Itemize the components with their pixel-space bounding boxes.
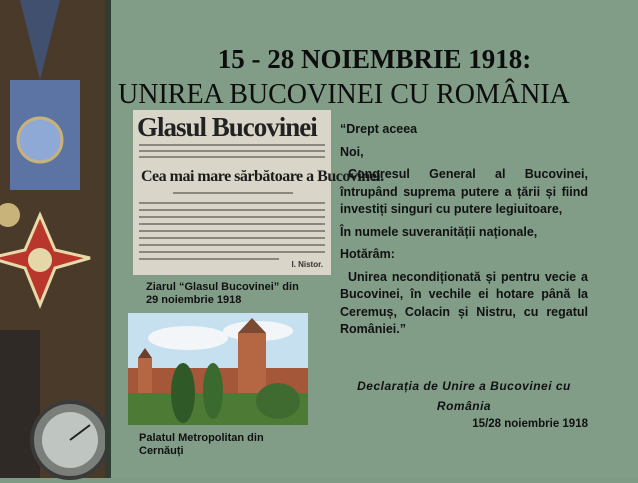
newspaper-headline: Cea mai mare sărbătoare a Bucovinei. [141,168,384,185]
palace-photo [128,313,308,425]
quote-paragraph: Noi, [340,144,364,159]
quote-paragraph: Hotărâm: [340,247,395,261]
newspaper-caption-line-2: 29 noiembrie 1918 [146,294,242,306]
newspaper-caption [146,281,299,307]
palace-caption-line-1: Palatul Metropolitan din [139,432,264,444]
newspaper-signature: I. Nistor. [291,260,323,269]
quote-paragraph: Unirea necondiționată și pentru vecie a Bucovinei, în vechile ei hotare până la Ceremuș, Colacin și Nistru, cu regatul României.” [340,269,588,336]
title-line-1: 15 - 28 NOIEMBRIE 1918: [217,44,532,74]
medal-decoration-image [0,0,105,478]
quote-paragraph: “Drept aceea [340,122,418,136]
title-line-2: UNIREA BUCOVINEI CU ROMÂNIA [118,79,570,110]
quote-paragraph: În numele suveranității naționale, [340,224,538,239]
unification-quote [340,121,588,344]
decorative-left-strip [0,0,105,478]
newspaper-masthead: Glasul Bucovinei [137,112,317,142]
declaration-date: 15/28 noiembrie 1918 [472,418,588,430]
quote-paragraph: Congresul General al Bucovinei, întrupând suprema putere a țării și fiind investiți singuri cu putere legiuitoare, [340,167,588,216]
declaration-title: Declarația de Unire a Bucovinei cu România [357,379,571,413]
palace-caption-line-2: Cernăuți [139,445,184,457]
palace-caption [139,432,264,458]
newspaper-caption-line-1: Ziarul “Glasul Bucovinei” din [146,281,299,293]
